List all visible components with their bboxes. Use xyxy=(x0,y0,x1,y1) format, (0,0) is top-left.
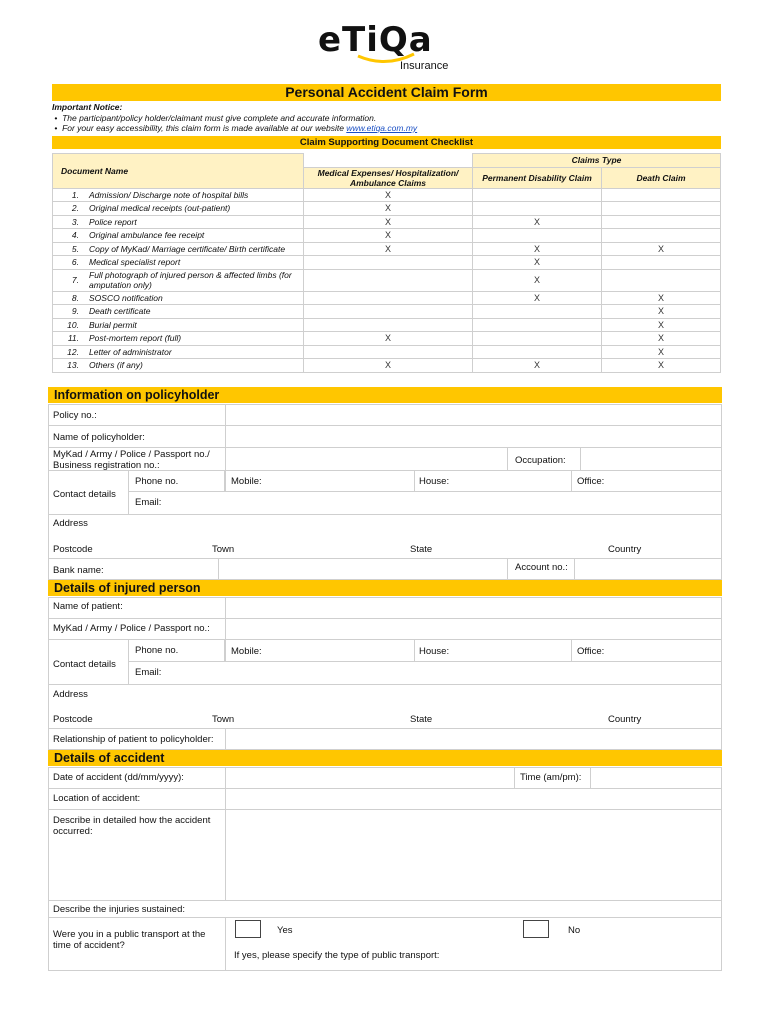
describe-accident-input[interactable] xyxy=(225,809,722,901)
office-label: Office: xyxy=(577,476,605,487)
checklist-row-number: 1. xyxy=(53,188,86,202)
mykad-label: MyKad / Army / Police / Passport no./ Business registration no.: xyxy=(53,449,210,471)
checklist-row xyxy=(53,305,721,319)
form-title-bar xyxy=(52,84,721,101)
email-input[interactable] xyxy=(128,491,722,515)
disability-mark: X xyxy=(473,215,602,229)
patient-house-label: House: xyxy=(419,646,450,657)
mobile-label: Mobile: xyxy=(231,476,262,487)
location-input[interactable] xyxy=(225,788,722,810)
document-checklist-table xyxy=(52,153,721,373)
disability-mark: X xyxy=(473,269,602,291)
checklist-document-name: Admission/ Discharge note of hospital bills xyxy=(85,188,304,202)
checklist-document-name: Police report xyxy=(85,215,304,229)
postcode-label: Postcode xyxy=(53,544,93,555)
death-mark xyxy=(602,256,721,270)
medical-mark: X xyxy=(304,242,473,256)
checklist-row xyxy=(53,318,721,332)
transport-specify-label: If yes, please specify the type of public transport: xyxy=(234,950,440,961)
col-header-death: Death Claim xyxy=(602,167,721,188)
notice-line-2: For your easy accessibility, this claim form is made available at our website xyxy=(62,123,347,133)
checklist-row-number: 7. xyxy=(53,269,86,291)
relationship-label: Relationship of patient to policyholder: xyxy=(53,734,214,745)
checklist-row xyxy=(53,269,721,291)
account-no-input[interactable] xyxy=(574,558,722,580)
checklist-row-number: 11. xyxy=(53,332,86,346)
checklist-document-name: Burial permit xyxy=(85,318,304,332)
yes-checkbox[interactable] xyxy=(235,920,261,938)
checklist-document-name: Post-mortem report (full) xyxy=(85,332,304,346)
checklist-row-number: 10. xyxy=(53,318,86,332)
bank-name-input[interactable] xyxy=(218,558,508,580)
patient-town-label: Town xyxy=(212,714,235,725)
accident-date-input[interactable] xyxy=(225,767,515,789)
country-label: Country xyxy=(608,544,642,555)
checklist-document-name: Original ambulance fee receipt xyxy=(85,229,304,243)
checklist-document-name: Death certificate xyxy=(85,305,304,319)
checklist-row xyxy=(53,215,721,229)
death-mark xyxy=(602,202,721,216)
patient-state-label: State xyxy=(410,714,433,725)
death-mark: X xyxy=(602,242,721,256)
medical-mark: X xyxy=(304,229,473,243)
section-policyholder xyxy=(48,387,722,403)
disability-mark xyxy=(473,229,602,243)
checklist-row xyxy=(53,229,721,243)
phone-label: Phone no. xyxy=(135,476,179,487)
checklist-row-number: 13. xyxy=(53,359,86,373)
medical-mark: X xyxy=(304,188,473,202)
section-injured-title: Details of injured person xyxy=(54,581,201,595)
checklist-row-number: 4. xyxy=(53,229,86,243)
checklist-row-number: 6. xyxy=(53,256,86,270)
claims-type-header: Claims Type xyxy=(473,154,721,168)
medical-mark: X xyxy=(304,359,473,373)
section-policyholder-title: Information on policyholder xyxy=(54,388,220,402)
location-label: Location of accident: xyxy=(53,793,141,804)
accident-time-label: Time (am/pm): xyxy=(520,772,582,783)
state-label: State xyxy=(410,544,433,555)
patient-contact-label: Contact details xyxy=(53,659,116,670)
checklist-row xyxy=(53,345,721,359)
disability-mark xyxy=(473,345,602,359)
transport-answer-cell xyxy=(225,917,722,971)
no-checkbox[interactable] xyxy=(523,920,549,938)
account-no-label: Account no.: xyxy=(515,562,568,573)
form-title: Personal Accident Claim Form xyxy=(285,84,488,100)
checklist-row xyxy=(53,291,721,305)
house-label: House: xyxy=(419,476,450,487)
medical-mark: X xyxy=(304,215,473,229)
checklist-document-name: Medical specialist report xyxy=(85,256,304,270)
death-mark: X xyxy=(602,359,721,373)
no-label: No xyxy=(568,925,581,936)
col-header-medical: Medical Expenses/ Hospitalization/ Ambulance Claims xyxy=(304,167,473,188)
website-link[interactable]: www.etiqa.com.my xyxy=(346,123,418,133)
policyholder-name-input[interactable] xyxy=(225,425,722,448)
checklist-row-number: 9. xyxy=(53,305,86,319)
patient-country-label: Country xyxy=(608,714,642,725)
section-accident-title: Details of accident xyxy=(54,751,165,765)
patient-name-label: Name of patient: xyxy=(53,601,123,612)
disability-mark: X xyxy=(473,256,602,270)
disability-mark xyxy=(473,318,602,332)
yes-label: Yes xyxy=(277,925,293,936)
logo-wordmark: eTiQa xyxy=(318,20,433,60)
accident-date-label: Date of accident (dd/mm/yyyy): xyxy=(53,772,184,783)
medical-mark xyxy=(304,305,473,319)
transport-question: Were you in a public transport at the time of accident? xyxy=(53,929,206,951)
checklist-row-number: 5. xyxy=(53,242,86,256)
col-header-disability: Permanent Disability Claim xyxy=(473,167,602,188)
disability-mark: X xyxy=(473,242,602,256)
death-mark: X xyxy=(602,318,721,332)
checklist-document-name: Others (if any) xyxy=(85,359,304,373)
relationship-input[interactable] xyxy=(225,728,722,750)
checklist-document-name: Letter of administrator xyxy=(85,345,304,359)
mykad-input[interactable] xyxy=(225,447,508,471)
disability-mark xyxy=(473,202,602,216)
checklist-document-name: Original medical receipts (out-patient) xyxy=(85,202,304,216)
etiqa-logo xyxy=(318,22,458,74)
death-mark xyxy=(602,269,721,291)
accident-time-input[interactable] xyxy=(590,767,722,789)
disability-mark: X xyxy=(473,291,602,305)
checklist-title-bar xyxy=(52,136,721,149)
injuries-label: Describe the injuries sustained: xyxy=(53,904,186,915)
patient-mykad-label: MyKad / Army / Police / Passport no.: xyxy=(53,623,210,634)
disability-mark xyxy=(473,305,602,319)
checklist-row xyxy=(53,242,721,256)
disability-mark: X xyxy=(473,359,602,373)
medical-mark xyxy=(304,345,473,359)
checklist-row-number: 12. xyxy=(53,345,86,359)
disability-mark xyxy=(473,188,602,202)
patient-email-label: Email: xyxy=(135,667,162,678)
checklist-title: Claim Supporting Document Checklist xyxy=(299,137,474,148)
patient-name-input[interactable] xyxy=(225,597,722,619)
policy-no-label: Policy no.: xyxy=(53,410,97,421)
patient-postcode-label: Postcode xyxy=(53,714,93,725)
patient-office-label: Office: xyxy=(577,646,605,657)
section-injured-person xyxy=(48,580,722,596)
checklist-row-number: 8. xyxy=(53,291,86,305)
patient-email-input[interactable] xyxy=(128,661,722,685)
death-mark: X xyxy=(602,332,721,346)
checklist-document-name: Copy of MyKad/ Marriage certificate/ Birth certificate xyxy=(85,242,304,256)
death-mark xyxy=(602,215,721,229)
checklist-row xyxy=(53,359,721,373)
occupation-label: Occupation: xyxy=(515,455,566,466)
col-header-document: Document Name xyxy=(53,154,304,189)
checklist-row xyxy=(53,202,721,216)
medical-mark xyxy=(304,256,473,270)
patient-mykad-input[interactable] xyxy=(225,618,722,640)
address-label: Address xyxy=(53,518,88,529)
section-accident xyxy=(48,750,722,766)
disability-mark xyxy=(473,332,602,346)
medical-mark: X xyxy=(304,202,473,216)
checklist-row-number: 2. xyxy=(53,202,86,216)
medical-mark: X xyxy=(304,332,473,346)
checklist-row xyxy=(53,332,721,346)
medical-mark xyxy=(304,291,473,305)
checklist-row xyxy=(53,256,721,270)
contact-details-label: Contact details xyxy=(53,489,116,500)
death-mark xyxy=(602,229,721,243)
notice-line-1: The participant/policy holder/claimant must give complete and accurate information. xyxy=(62,112,377,123)
logo-subtitle: Insurance xyxy=(400,60,449,72)
patient-phone-label: Phone no. xyxy=(135,645,179,656)
occupation-input[interactable] xyxy=(580,447,722,471)
patient-address-label: Address xyxy=(53,689,88,700)
notice-heading: Important Notice: xyxy=(52,102,123,112)
checklist-document-name: SOSCO notification xyxy=(85,291,304,305)
checklist-row xyxy=(53,188,721,202)
bank-name-label: Bank name: xyxy=(53,565,104,576)
patient-mobile-label: Mobile: xyxy=(231,646,262,657)
medical-mark xyxy=(304,318,473,332)
policy-no-input[interactable] xyxy=(225,404,722,426)
email-label: Email: xyxy=(135,497,162,508)
checklist-document-name: Full photograph of injured person & affected limbs (for amputation only) xyxy=(85,269,304,291)
policyholder-name-label: Name of policyholder: xyxy=(53,432,145,443)
death-mark: X xyxy=(602,305,721,319)
death-mark: X xyxy=(602,345,721,359)
death-mark: X xyxy=(602,291,721,305)
important-notice: Important Notice: • The participant/policy holder/claimant must give complete and accurate information. • For your easy accessibility, this claim form is made available at our website www.etiqa.com.my xyxy=(52,102,418,133)
town-label: Town xyxy=(212,544,235,555)
medical-mark xyxy=(304,269,473,291)
death-mark xyxy=(602,188,721,202)
describe-accident-label: Describe in detailed how the accident occurred: xyxy=(53,815,211,837)
checklist-row-number: 3. xyxy=(53,215,86,229)
